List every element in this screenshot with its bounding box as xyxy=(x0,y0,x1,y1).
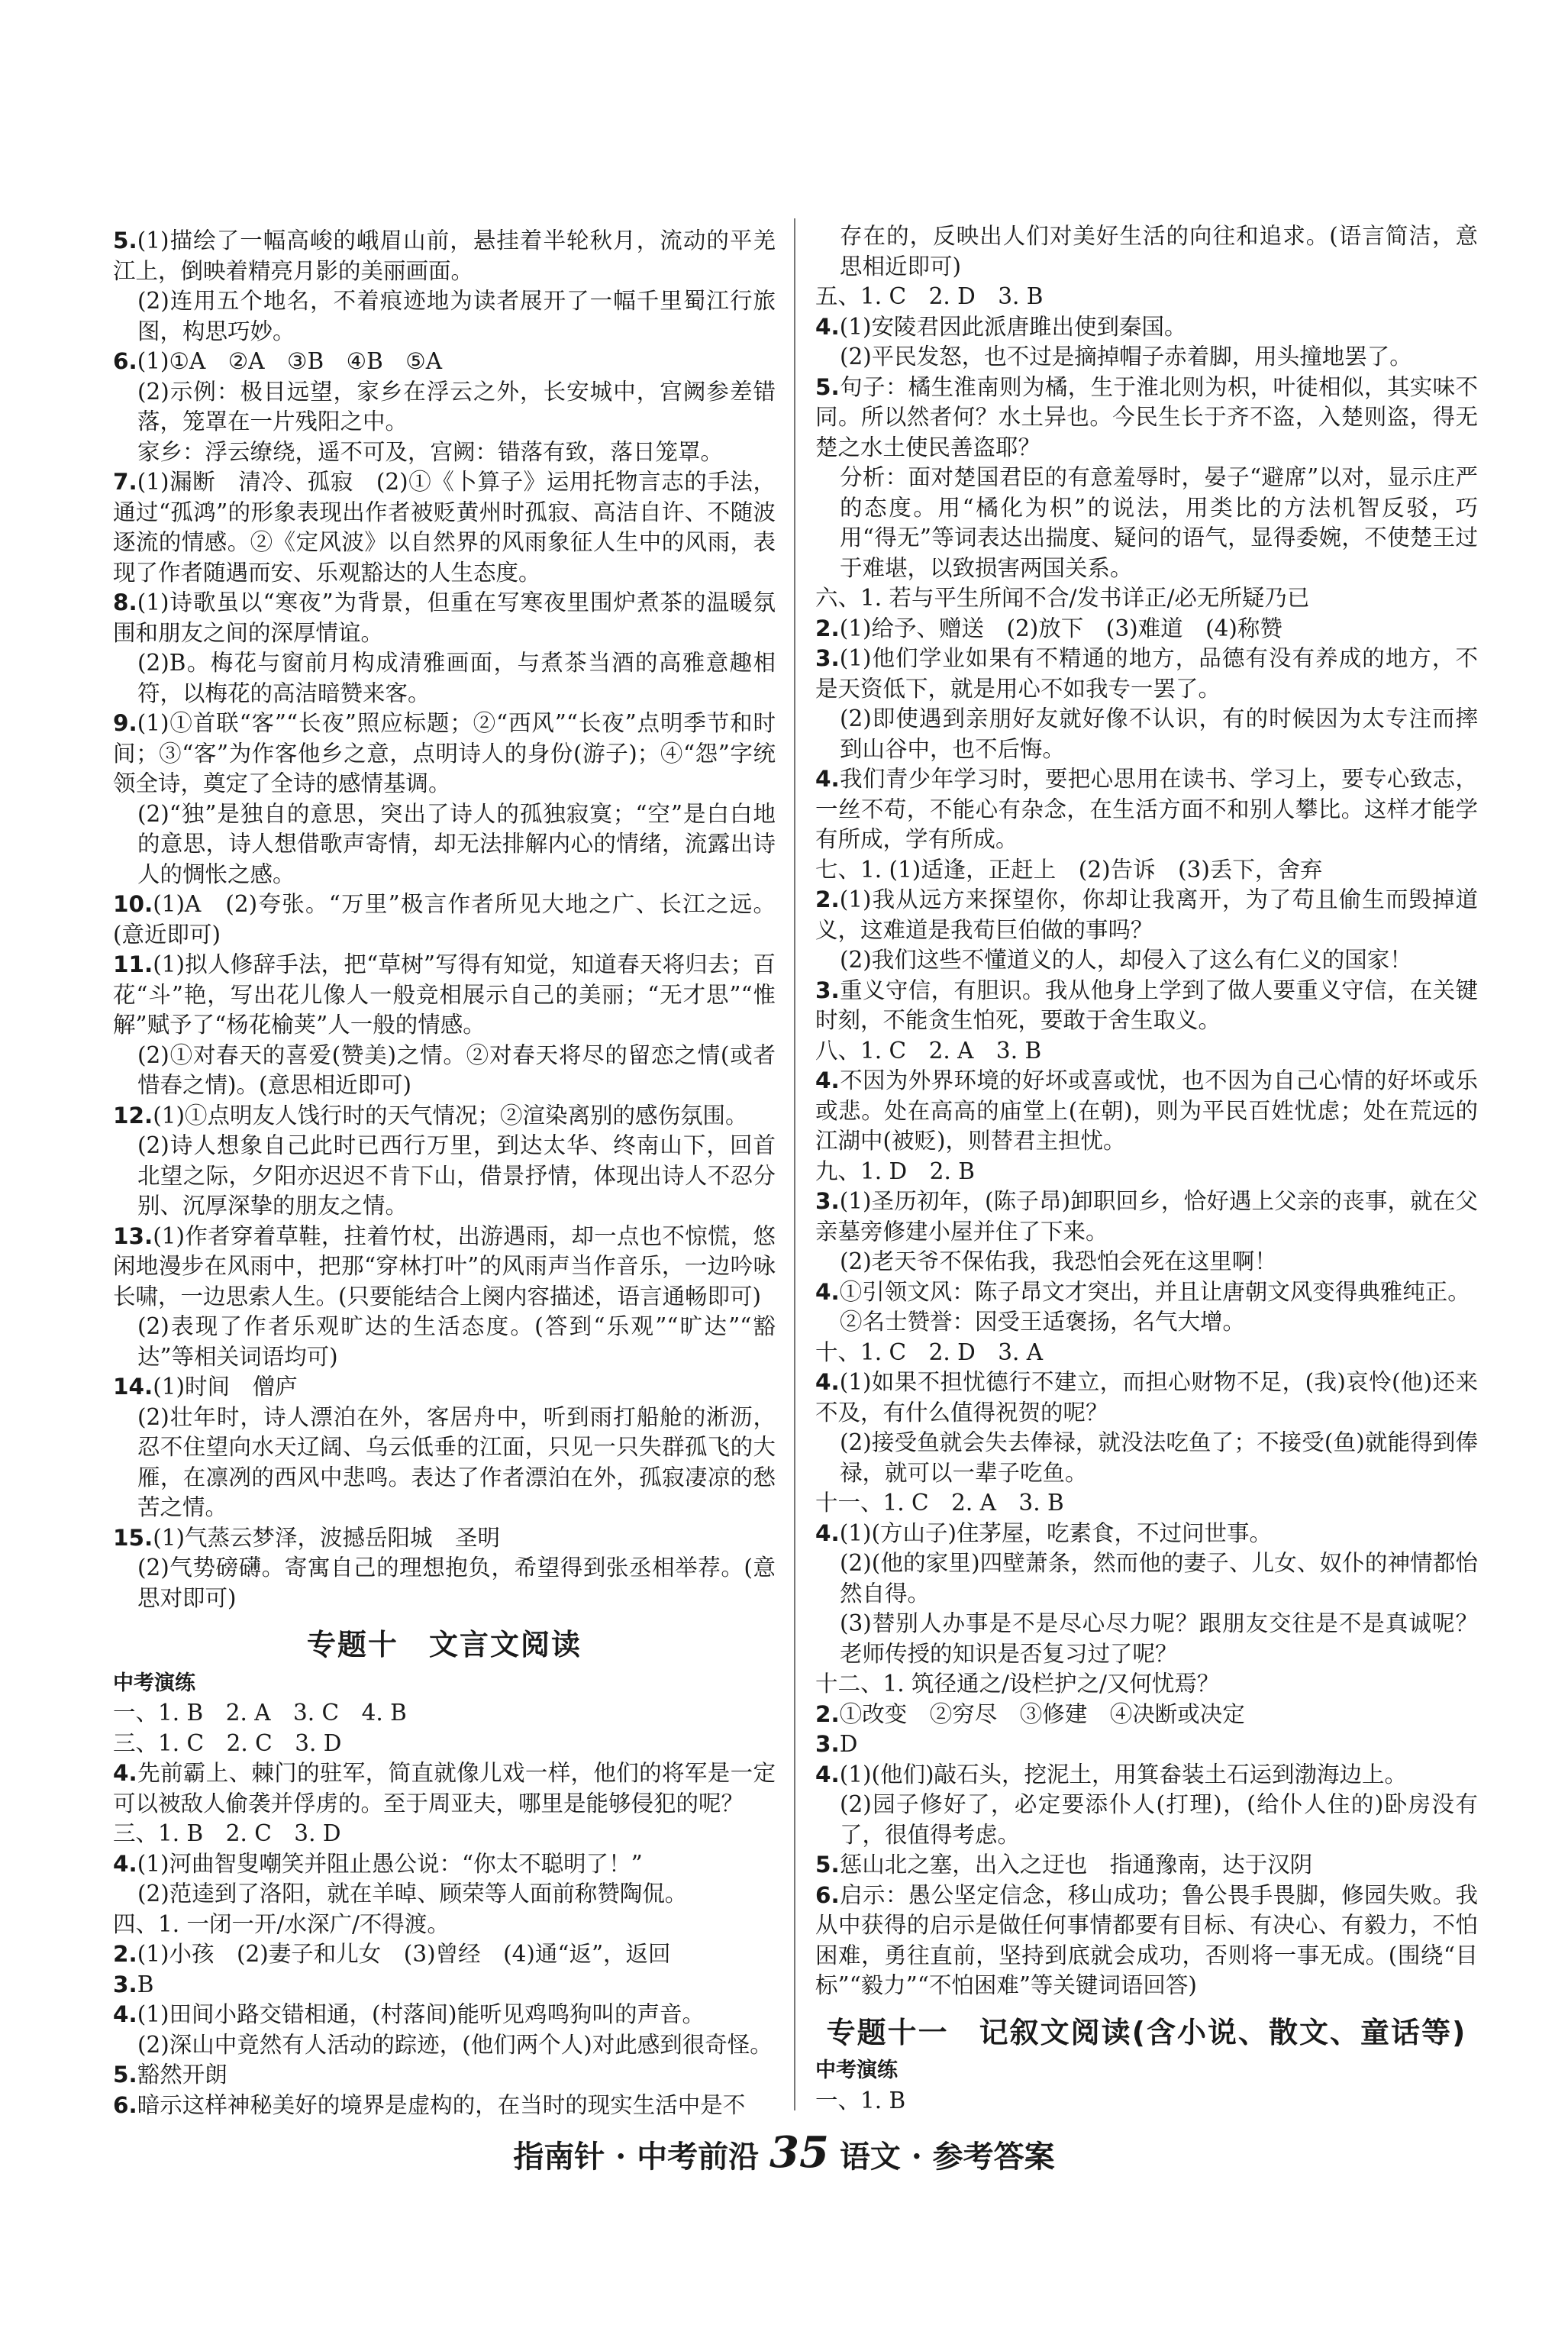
s11: 十一、1. C 2. A 3. B xyxy=(815,1490,1064,1516)
e3: 3.(1)他们学业如果有不精通的地方，品德有没有养成的地方，不是天资低下，就是用心不如我专一罢了。 xyxy=(815,645,1478,702)
q14-2: (2)壮年时，诗人漂泊在外，客居舟中，听到雨打船舱的淅沥，忍不住望向水天辽阔、乌云低垂的江面，只见一只失群孤飞的大雁，在凛冽的西风中悲鸣。表达了作者漂泊在外，孤寂凄凉的愁苦之情。 xyxy=(137,1403,776,1520)
k5: 5.惩山北之塞，出入之迂也 指通豫南，达于汉阴 xyxy=(815,1852,1313,1878)
s3: 三、1. B 2. C 3. D xyxy=(113,1820,341,1846)
q13-2: (2)表现了作者乐观旷达的生活态度。(答到“乐观”“旷达”“豁达”等相关词语均可) xyxy=(137,1313,776,1370)
a4: 4.先前霸上、棘门的驻军，简直就像儿戏一样，他们的将军是一定可以被敌人偷袭并俘虏的。至于周亚夫，哪里是能够侵犯的呢？ xyxy=(113,1760,776,1816)
q14: 14.(1)时间 僧庐 xyxy=(113,1374,298,1400)
q13: 13.(1)作者穿着草鞋，拄着竹杖，出游遇雨，却一点也不惊慌，悠闲地漫步在风雨中，把那“穿林打叶”的风雨声当作音乐，一边吟咏长啸，一边思索人生。(只要能结合上阕内容描述，语言通畅即可) xyxy=(113,1222,776,1309)
page-number: 35 xyxy=(769,2127,829,2178)
d4: 4.(1)安陵君因此派唐雎出使到秦国。 xyxy=(815,313,1187,340)
k4: 4.(1)(他们)敲石头，挖泥土，用箕畚装土石运到渤海边上。 xyxy=(815,1761,1408,1787)
c5: 5.豁然开朗 xyxy=(113,2062,227,2088)
j4: 4.(1)(方山子)住茅屋，吃素食，不过问世事。 xyxy=(815,1519,1273,1546)
c3: 3.B xyxy=(113,1971,154,1997)
b4-2: (2)范逵到了洛阳，就在羊晫、顾荣等人面前称赞陶侃。 xyxy=(137,1881,688,1907)
s8: 八、1. C 2. A 3. B xyxy=(815,1037,1042,1064)
page-footer xyxy=(0,2127,1568,2178)
q12: 12.(1)①点明友人饯行时的天气情况；②渲染离别的感伤氛围。 xyxy=(113,1102,748,1129)
j4-3: (3)替别人办事是不是尽心尽力呢？跟朋友交往是不是真诚呢？老师传授的知识是否复习过了呢？ xyxy=(840,1610,1478,1667)
f2-2: (2)我们这些不懂道义的人，却侵入了这么有仁义的国家！ xyxy=(840,947,1412,973)
q12-2: (2)诗人想象自己此时已西行万里，到达太华、终南山下，回首北望之际，夕阳亦迟迟不肯下山，借景抒情，体现出诗人不忍分别、沉厚深挚的朋友之情。 xyxy=(137,1132,776,1219)
q15: 15.(1)气蒸云梦泽，波撼岳阳城 圣明 xyxy=(113,1524,501,1551)
d5: 5.句子：橘生淮南则为橘，生于淮北则为枳，叶徒相似，其实味不同。所以然者何？水土异也。今民生长于齐不盗，入楚则盗，得无楚之水土使民善盗耶？ xyxy=(815,373,1478,460)
q6-3: 家乡：浮云缭绕，遥不可及，宫阙：错落有致，落日笼罩。 xyxy=(137,438,724,465)
k3: 3.D xyxy=(815,1731,858,1757)
q9-2: (2)“独”是独自的意思，突出了诗人的孤独寂寞；“空”是白白地的意思，诗人想借歌声寄情，却无法排解内心的情绪，流露出诗人的惆怅之感。 xyxy=(137,800,776,887)
h3-2: (2)老天爷不保佑我，我恐怕会死在这里啊！ xyxy=(840,1248,1277,1274)
q11: 11.(1)拟人修辞手法，把“草树”写得有知觉，知道春天将归去；百花“斗”艳，写出花儿像人一般竞相展示自己的美丽；“无才思”“惟解”赋予了“杨花榆荚”人一般的情感。 xyxy=(113,951,776,1038)
c2: 2.(1)小孩 (2)妻子和儿女 (3)曾经 (4)通“返”，返回 xyxy=(113,1941,671,1967)
s12: 十二、1. 筑径通之/设栏护之/又何忧焉？ xyxy=(815,1671,1220,1697)
e4: 4.我们青少年学习时，要把心思用在读书、学习上，要专心致志，一丝不苟，不能心有杂念，在生活方面不和别人攀比。这样才能学有所成，学有所成。 xyxy=(815,766,1478,852)
s6: 六、1. 若与平生所闻不合/发书详正/必无所疑乃已 xyxy=(815,585,1310,611)
k6: 6.启示：愚公坚定信念，移山成功；鲁公畏手畏脚，修园失败。我从中获得的启示是做任何事情都要有目标、有决心、有毅力，不怕困难，勇往直前，坚持到底就会成功，否则将一事无成。(围绕“目标”“毅力”“不怕困难”等关键词语回答) xyxy=(815,1881,1478,1998)
q5-2: (2)连用五个地名，不着痕迹地为读者展开了一幅千里蜀江行旅图，构思巧妙。 xyxy=(137,288,776,344)
left-column xyxy=(113,226,776,2120)
s1-1: 一、1. B 2. A 3. C 4. B xyxy=(113,1700,407,1726)
q9: 9.(1)①首联“客”“长夜”照应标题；②“西风”“长夜”点明季节和时间；③“客”为作客他乡之意，点明诗人的身份(游子)；④“怨”字统领全诗，奠定了全诗的感情基调。 xyxy=(113,710,776,796)
c4-2: (2)深山中竟然有人活动的踪迹，(他们两个人)对此感到很奇怪。 xyxy=(137,2031,773,2058)
q8: 8.(1)诗歌虽以“寒夜”为背景，但重在写寒夜里围炉煮茶的温暖氛围和朋友之间的深厚情谊。 xyxy=(113,589,776,646)
e3-2: (2)即使遇到亲朋好友就好像不认识，有的时候因为太专注而摔到山谷中，也不后悔。 xyxy=(840,706,1478,762)
footer-brand: 指南针 · 中考前沿 xyxy=(513,2139,760,2175)
footer-subject: 语文 · 参考答案 xyxy=(839,2139,1055,2175)
q7: 7.(1)漏断 清冷、孤寂 (2)①《卜算子》运用托物言志的手法，通过“孤鸿”的形象表现出作者被贬黄州时孤寂、高洁自许、不随波逐流的情感。②《定风波》以自然界的风雨象征人生中的风雨，表现了作者随遇而安、乐观豁达的人生态度。 xyxy=(113,469,776,586)
h4-2: ②名士赞誉：因受王适褒扬，名气大增。 xyxy=(840,1309,1246,1335)
k2: 2.①改变 ②穷尽 ③修建 ④决断或决定 xyxy=(815,1700,1245,1727)
f2: 2.(1)我从远方来探望你，你却让我离开，为了苟且偷生而毁掉道义，这难道是我荀巨伯做的事吗？ xyxy=(815,886,1478,943)
j4-2: (2)(他的家里)四壁萧条，然而他的妻子、儿女、奴仆的神情都怡然自得。 xyxy=(840,1550,1478,1607)
s4: 四、1. 一闭一开/水深广/不得渡。 xyxy=(113,1910,450,1937)
section-sub-10: 中考演练 xyxy=(113,1671,195,1695)
q11-2: (2)①对春天的喜爱(赞美)之情。②对春天将尽的留恋之情(或者惜春之情)。(意思相近即可) xyxy=(137,1041,776,1098)
h4: 4.①引领文风：陈子昂文才突出，并且让唐朝文风变得典雅纯正。 xyxy=(815,1278,1470,1305)
q6-2: (2)示例：极目远望，家乡在浮云之外，长安城中，宫阙参差错落，笼罩在一片残阳之中。 xyxy=(137,378,776,434)
i4: 4.(1)如果不担忧德行不建立，而担心财物不足，(我)哀怜(他)还来不及，有什么值得祝贺的呢？ xyxy=(815,1369,1478,1426)
c6: 6.暗示这样神秘美好的境界是虚构的，在当时的现实生活中是不 xyxy=(113,2091,746,2118)
d5-2: 分析：面对楚国君臣的有意羞辱时，晏子“避席”以对，显示庄严的态度。用“橘化为枳”的说法，用类比的方法机智反驳，巧用“得无”等词表达出揣度、疑问的语气，显得委婉，不使楚王过于难堪，以致损害两国关系。 xyxy=(840,464,1478,581)
right-column xyxy=(815,221,1478,2116)
s11-last: 一、1. B xyxy=(815,2087,906,2114)
f3: 3.重义守信，有胆识。我从他身上学到了做人要重义守信，在关键时刻，不能贪生怕死，要敢于舍生取义。 xyxy=(815,977,1478,1033)
continuation: 存在的，反映出人们对美好生活的向往和追求。(语言简洁，意思相近即可) xyxy=(840,223,1478,279)
k4-2: (2)园子修好了，必定要添仆人(打理)，(给仆人住的)卧房没有了，很值得考虑。 xyxy=(840,1791,1478,1848)
q6: 6.(1)①A ②A ③B ④B ⑤A xyxy=(113,348,443,374)
s1-2: 三、1. C 2. C 3. D xyxy=(113,1729,342,1756)
column-divider xyxy=(794,218,795,2110)
s9: 九、1. D 2. B xyxy=(815,1158,975,1184)
q15-2: (2)气势磅礴。寄寓自己的理想抱负，希望得到张丞相举荐。(意思对即可) xyxy=(137,1555,776,1611)
q10: 10.(1)A (2)夸张。“万里”极言作者所见大地之广、长江之远。(意近即可) xyxy=(113,891,776,948)
q8-2: (2)B。梅花与窗前月构成清雅画面，与煮茶当酒的高雅意趣相符，以梅花的高洁暗赞来客。 xyxy=(137,650,776,706)
s5: 五、1. C 2. D 3. B xyxy=(815,283,1044,309)
g4: 4.不因为外界环境的好坏或喜或忧，也不因为自己心情的好坏或乐或悲。处在高高的庙堂上(在朝)，则为平民百姓忧虑；处在荒远的江湖中(被贬)，则替君主担忧。 xyxy=(815,1067,1478,1154)
e2: 2.(1)给予、赠送 (2)放下 (3)难道 (4)称赞 xyxy=(815,615,1282,641)
b4: 4.(1)河曲智叟嘲笑并阻止愚公说：“你太不聪明了！” xyxy=(113,1850,643,1877)
h3: 3.(1)圣历初年，(陈子昂)卸职回乡，恰好遇上父亲的丧事，就在父亲墓旁修建小屋并住了下来。 xyxy=(815,1188,1478,1245)
section-sub-11: 中考演练 xyxy=(815,2059,898,2082)
s7: 七、1. (1)适逢，正赶上 (2)告诉 (3)丢下，舍弃 xyxy=(815,856,1323,883)
q5: 5.(1)描绘了一幅高峻的峨眉山前，悬挂着半轮秋月，流动的平羌江上，倒映着精亮月影的美丽画面。 xyxy=(113,228,776,284)
c4: 4.(1)田间小路交错相通，(村落间)能听见鸡鸣狗叫的声音。 xyxy=(113,2001,705,2027)
section-title-11: 专题十一 记叙文阅读(含小说、散文、童话等) xyxy=(826,2015,1467,2049)
i4-2: (2)接受鱼就会失去俸禄，就没法吃鱼了；不接受(鱼)就能得到俸禄，就可以一辈子吃鱼。 xyxy=(840,1429,1478,1486)
section-title-10: 专题十 文言文阅读 xyxy=(306,1628,582,1661)
d4-2: (2)平民发怒，也不过是摘掉帽子赤着脚，用头撞地罢了。 xyxy=(840,344,1412,370)
s10: 十、1. C 2. D 3. A xyxy=(815,1339,1044,1365)
